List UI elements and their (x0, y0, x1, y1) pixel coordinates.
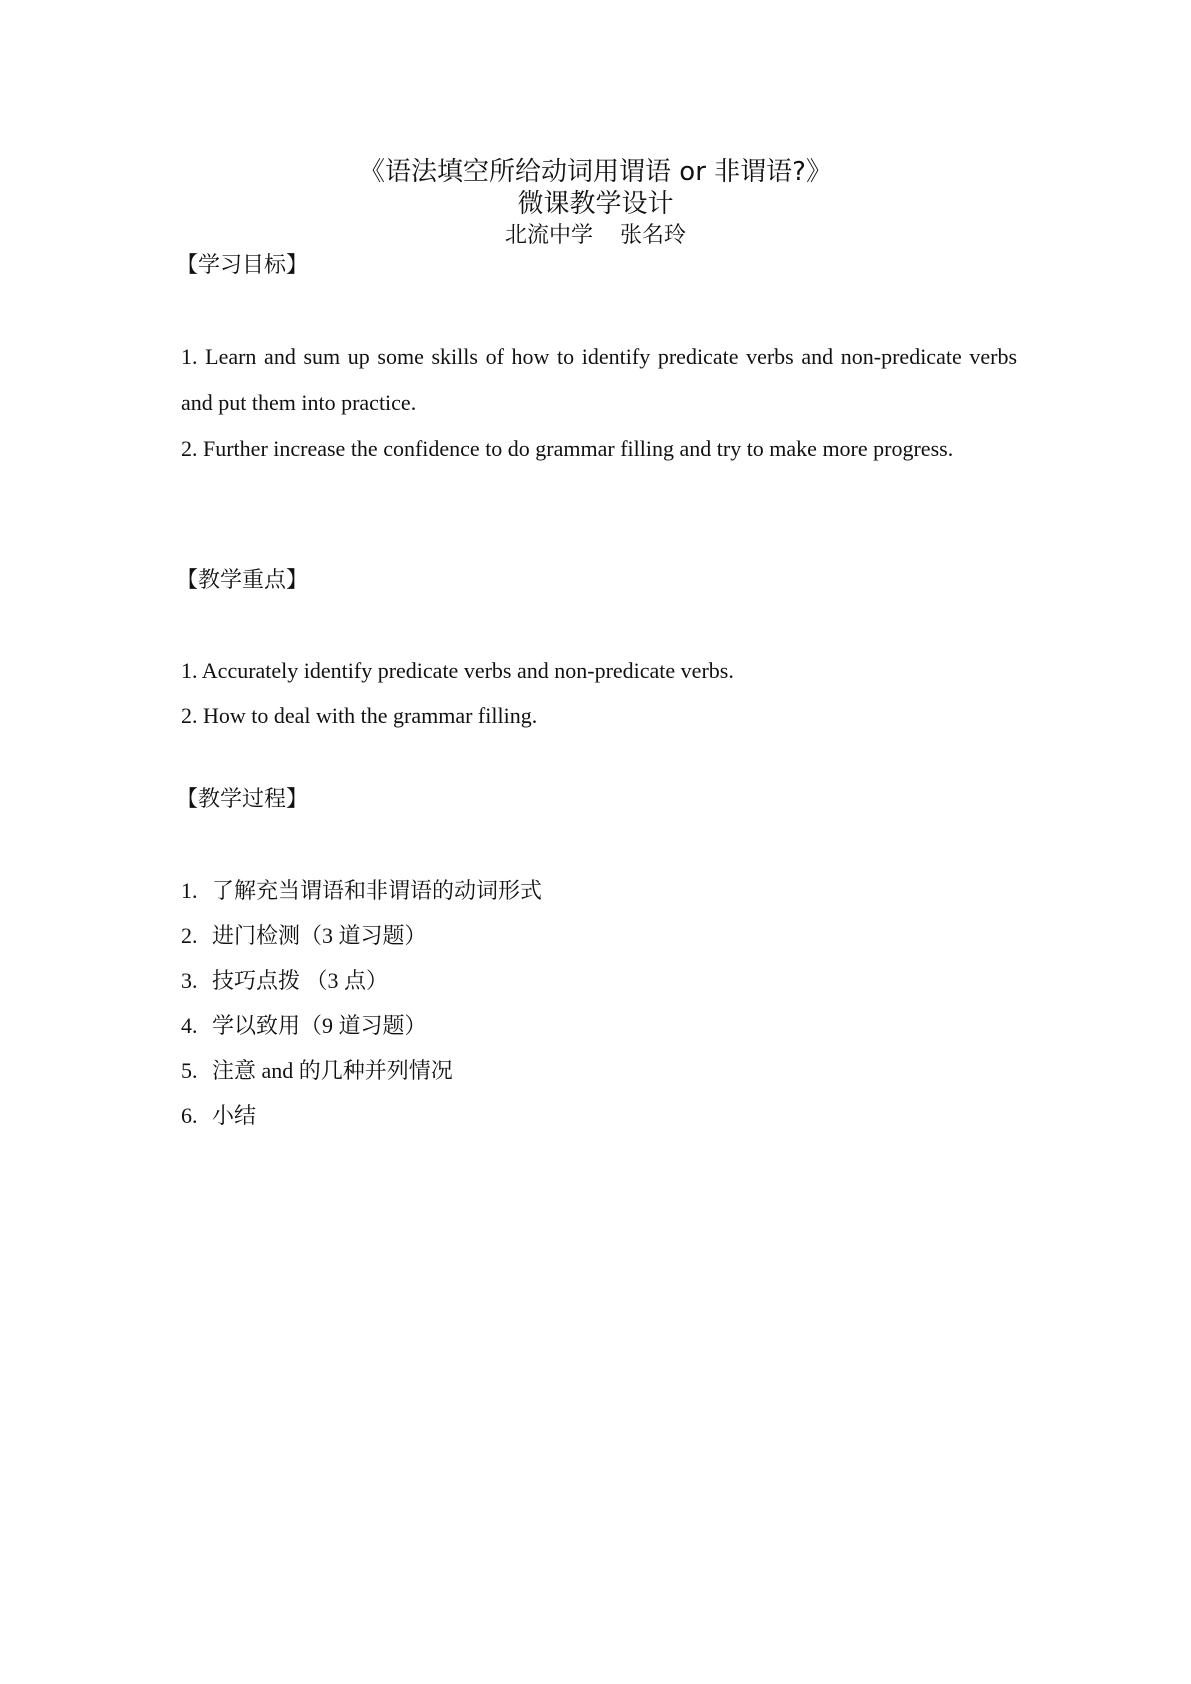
school-name: 北流中学 (504, 223, 593, 248)
process-step (181, 967, 388, 995)
step-text: 小结 (212, 1103, 257, 1128)
key-point-item: 1. Accurately identify predicate verbs and non-predicate verbs. (181, 658, 734, 683)
step-text: 学以致用（9 道习题） (212, 1013, 427, 1038)
process-step (181, 877, 542, 905)
document-subtitle: 微课教学设计 (517, 189, 674, 219)
objective-item: 1. Learn and sum up some skills of how to identify predicate verbs and non-predicate verbs and put them into practice. (181, 344, 1017, 415)
process-step (181, 1057, 453, 1085)
process-step (181, 1102, 256, 1130)
step-text: 技巧点拨 （3 点） (212, 968, 389, 993)
process-step (181, 922, 427, 950)
author-line (0, 222, 1191, 250)
process-heading: 【教学过程】 (176, 787, 309, 812)
objective-item: 2. Further increase the confidence to do grammar filling and try to make more progress. (181, 436, 954, 461)
objectives-heading: 【学习目标】 (176, 253, 309, 278)
step-number: 3. (181, 968, 198, 993)
key-point-item: 2. How to deal with the grammar filling. (181, 703, 538, 728)
step-number: 5. (181, 1058, 198, 1083)
step-number: 6. (181, 1103, 198, 1128)
step-text: 了解充当谓语和非谓语的动词形式 (212, 878, 543, 903)
step-number: 4. (181, 1013, 198, 1038)
step-text: 注意 and 的几种并列情况 (212, 1058, 453, 1083)
author-name: 张名玲 (620, 223, 687, 248)
step-text: 进门检测（3 道习题） (212, 923, 427, 948)
process-step (181, 1012, 427, 1040)
step-number: 2. (181, 923, 198, 948)
key-points-heading: 【教学重点】 (176, 568, 309, 593)
step-number: 1. (181, 878, 198, 903)
document-title: 《语法填空所给动词用谓语 or 非谓语?》 (359, 157, 832, 187)
